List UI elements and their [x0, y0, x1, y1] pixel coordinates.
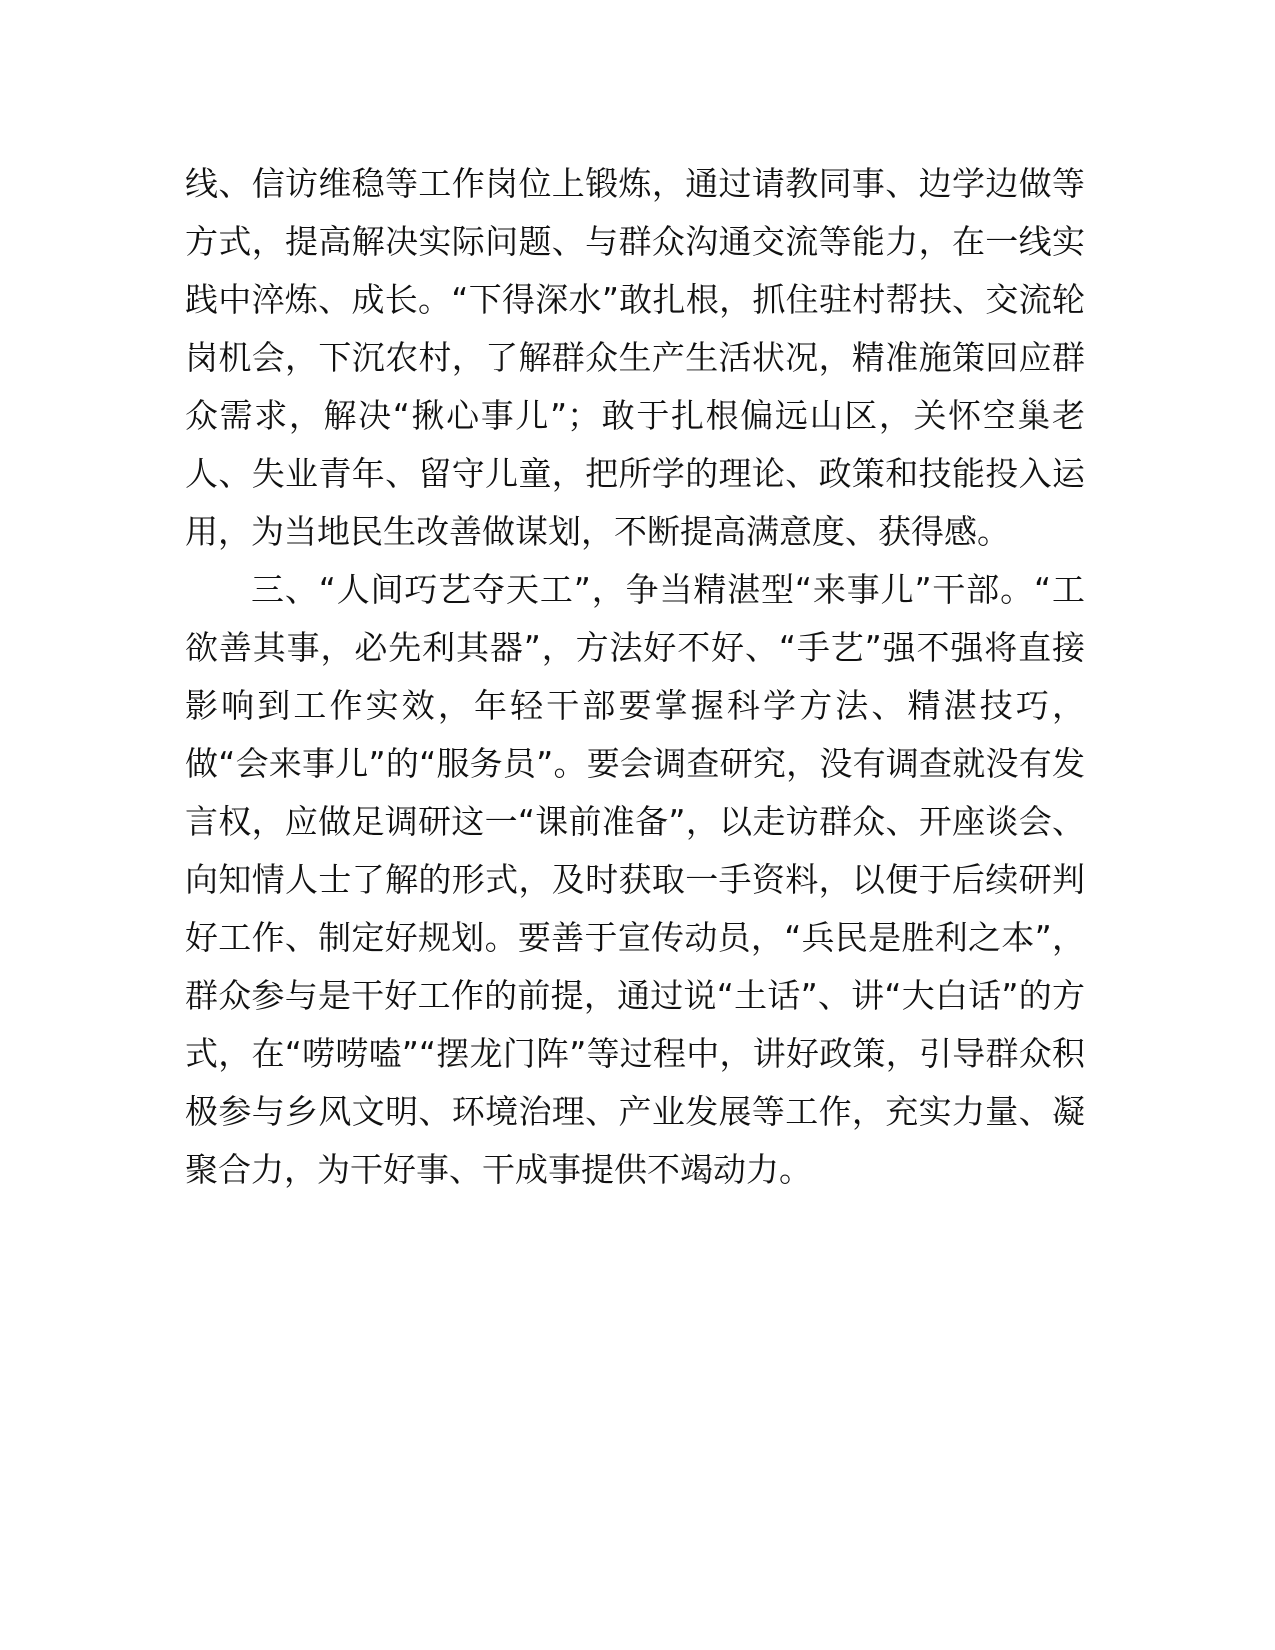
paragraph-section-three: 三、“人间巧艺夺天工”，争当精湛型“来事儿”干部。“工欲善其事，必先利其器”，方法好不好、“手艺”强不强将直接影响到工作实效，年轻干部要掌握科学方法、精湛技巧，做“会来事儿”的“服务员”。要会调查研究，没有调查就没有发言权，应做足调研这一“课前准备”，以走访群众、开座谈会、向知情人士了解的形式，及时获取一手资料，以便于后续研判好工作、制定好规划。要善于宣传动员，“兵民是胜利之本”，群众参与是干好工作的前提，通过说“土话”、讲“大白话”的方式，在“唠唠嗑”“摆龙门阵”等过程中，讲好政策，引导群众积极参与乡风文明、环境治理、产业发展等工作，充实力量、凝聚合力，为干好事、干成事提供不竭动力。	[185, 570, 1085, 1189]
document-body	[185, 155, 1085, 1199]
paragraph-continued: 线、信访维稳等工作岗位上锻炼，通过请教同事、边学边做等方式，提高解决实际问题、与群众沟通交流等能力，在一线实践中淬炼、成长。“下得深水”敢扎根，抓住驻村帮扶、交流轮岗机会，下沉农村，了解群众生产生活状况，精准施策回应群众需求，解决“揪心事儿”；敢于扎根偏远山区，关怀空巢老人、失业青年、留守儿童，把所学的理论、政策和技能投入运用，为当地民生改善做谋划，不断提高满意度、获得感。	[185, 164, 1085, 551]
